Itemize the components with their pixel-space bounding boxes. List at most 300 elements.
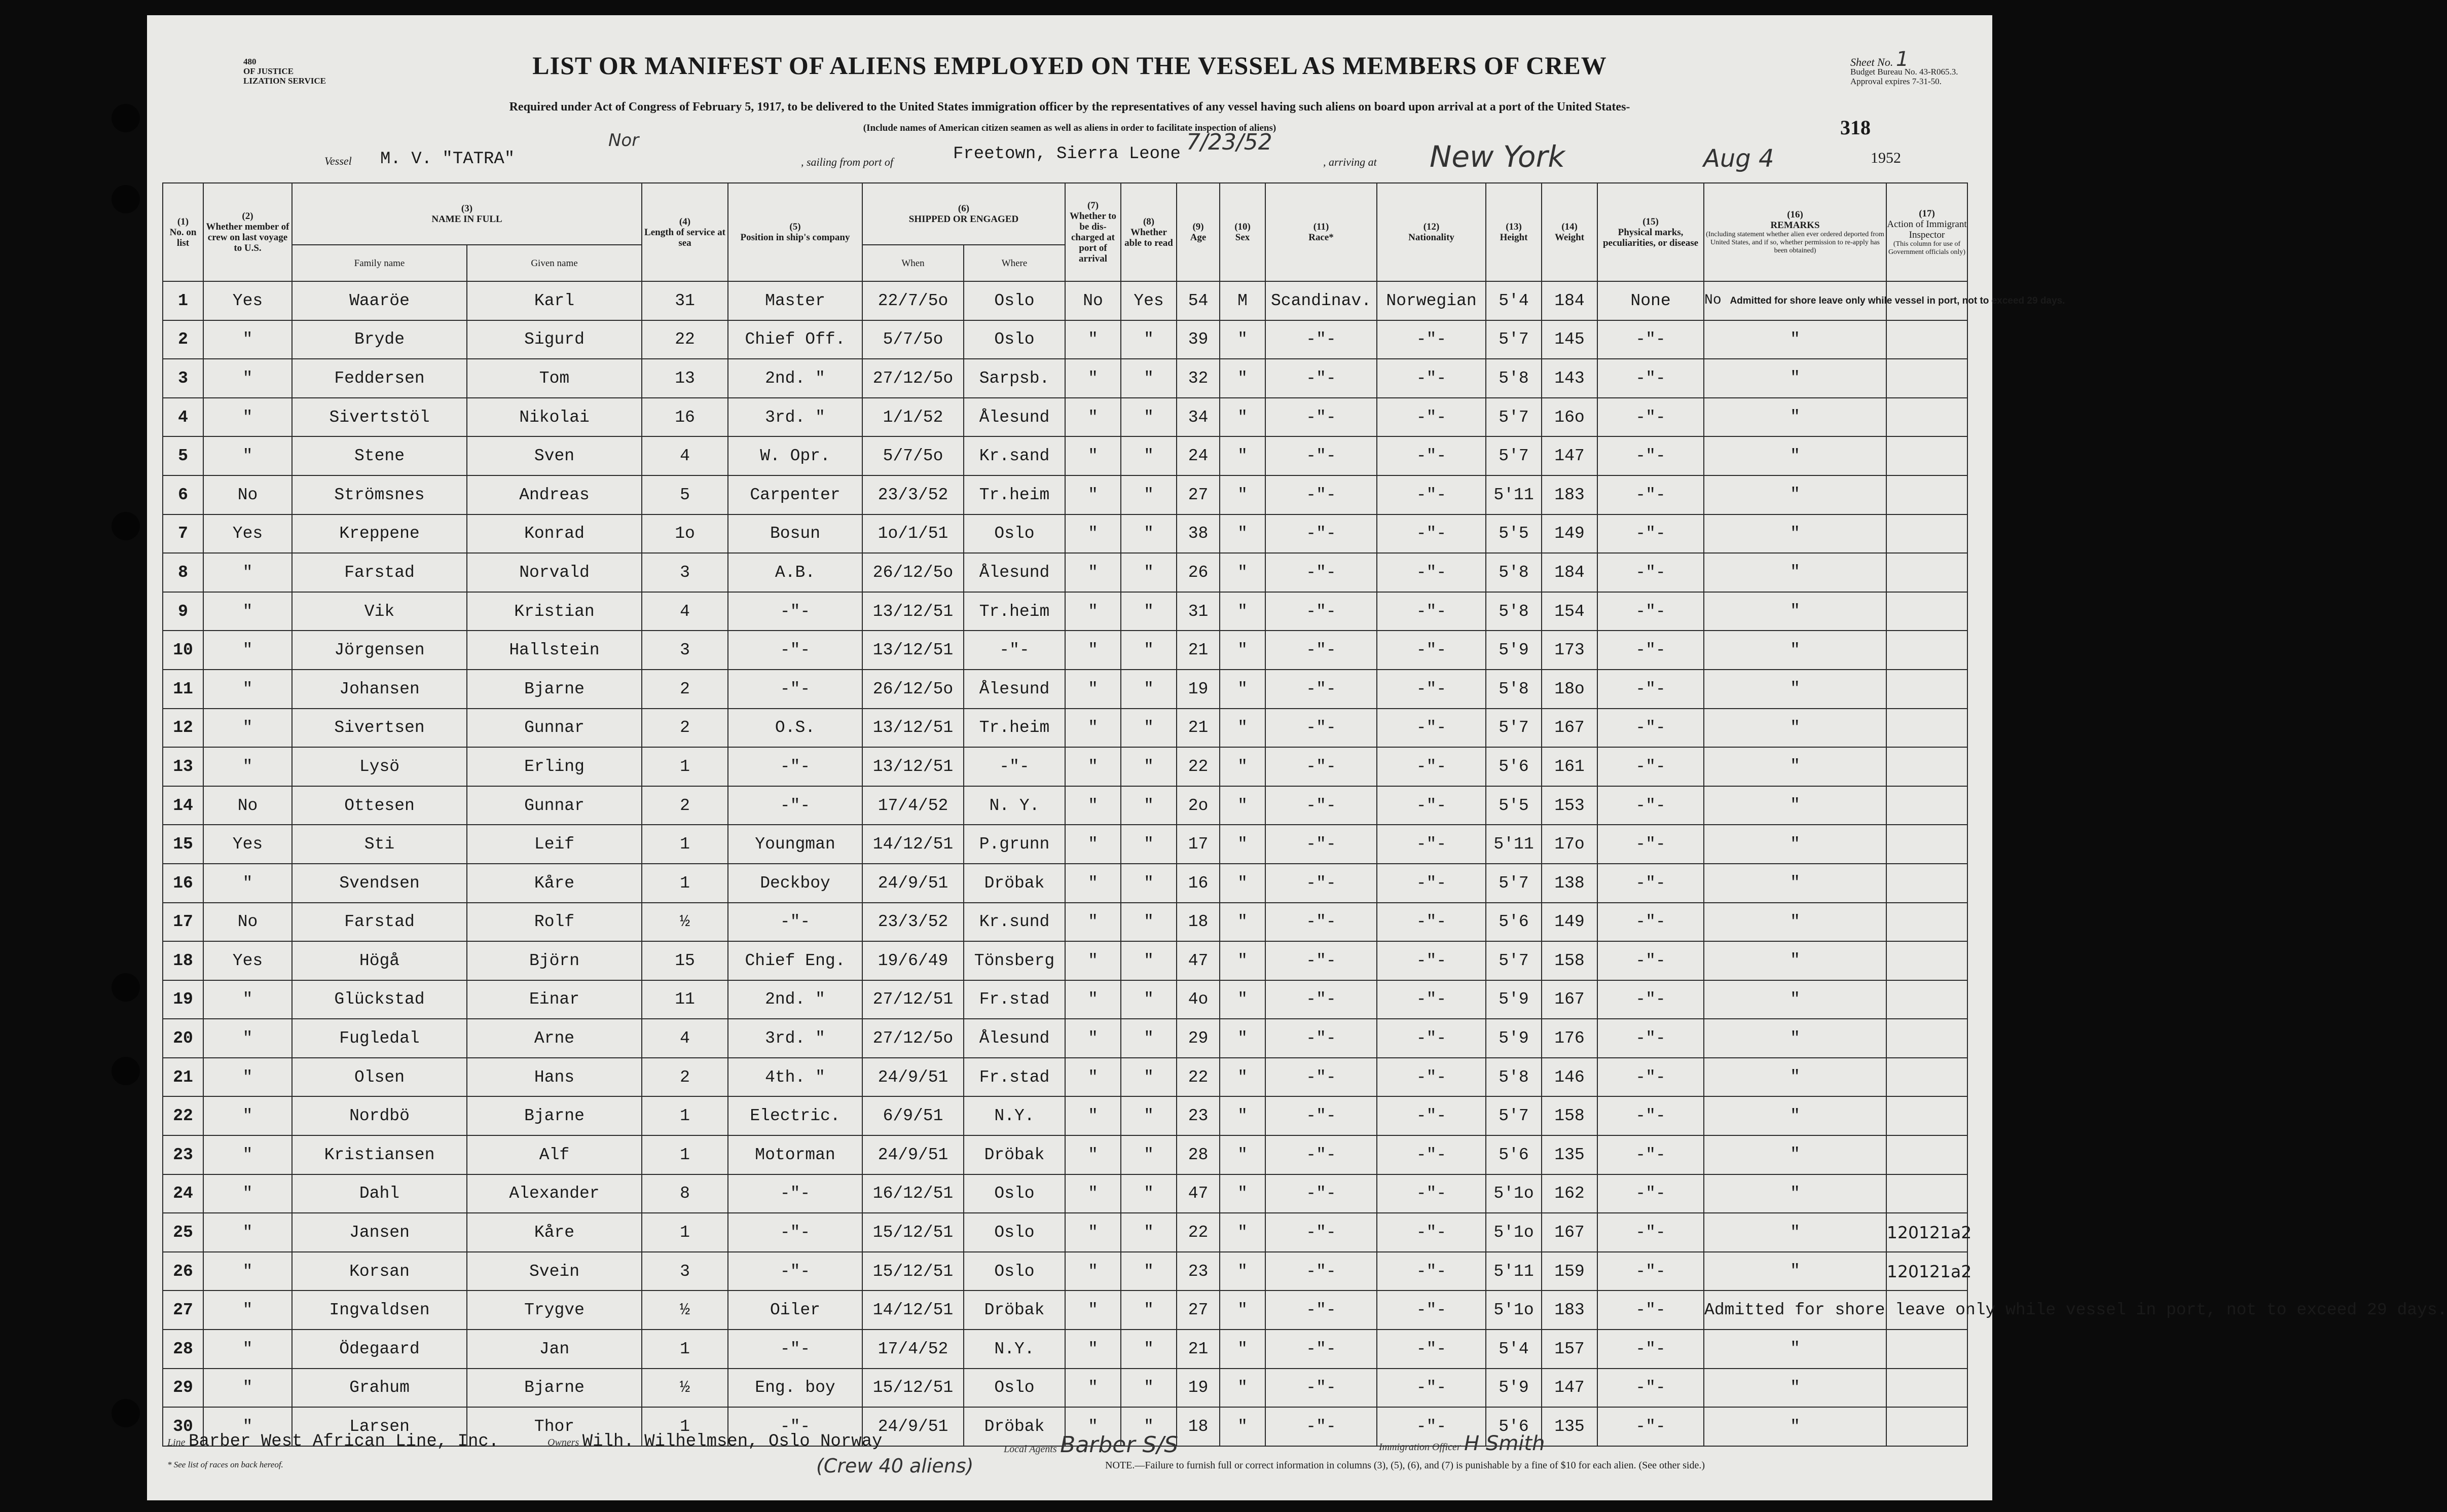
row-number-cell: 22: [163, 1096, 203, 1135]
shipped-where-cell: Dröbak: [964, 864, 1065, 903]
prev-voyage-cell: ": [203, 1096, 292, 1135]
crew-row: [163, 592, 1967, 631]
inspector-action-cell: [1886, 475, 1967, 514]
given-name-cell: Gunnar: [467, 786, 642, 825]
family-name-cell: Dahl: [292, 1174, 467, 1213]
manifest-sheet: [147, 15, 2447, 1500]
remarks-cell: ": [1704, 475, 1886, 514]
vessel-flag: Nor: [608, 130, 639, 151]
race-cell: -"-: [1265, 903, 1377, 942]
inspector-action-cell: [1886, 1135, 1967, 1174]
shipped-when-cell: 17/4/52: [862, 786, 964, 825]
inspector-action-cell: [1886, 398, 1967, 437]
row-number-cell: 29: [163, 1369, 203, 1408]
shipped-when-cell: 13/12/51: [862, 709, 964, 748]
position-cell: -"-: [728, 1330, 862, 1369]
sex-cell: ": [1220, 436, 1265, 475]
nationality-cell: -"-: [1377, 825, 1486, 864]
service-length-cell: 11: [642, 980, 728, 1019]
shipped-where-cell: -"-: [964, 747, 1065, 786]
weight-cell: 184: [1542, 281, 1597, 320]
given-name-cell: Hallstein: [467, 631, 642, 670]
discharge-cell: ": [1065, 592, 1121, 631]
col-no: (1) No. on list: [163, 183, 203, 281]
height-cell: 5'7: [1486, 436, 1542, 475]
service-length-cell: 22: [642, 320, 728, 359]
age-cell: 28: [1177, 1135, 1220, 1174]
prev-voyage-cell: ": [203, 592, 292, 631]
given-name-cell: Hans: [467, 1058, 642, 1097]
service-length-cell: 2: [642, 786, 728, 825]
race-cell: -"-: [1265, 475, 1377, 514]
nationality-cell: -"-: [1377, 747, 1486, 786]
shipped-when-cell: 6/9/51: [862, 1096, 964, 1135]
officer-signature: H Smith: [1464, 1432, 1545, 1455]
weight-cell: 143: [1542, 359, 1597, 398]
penalty-note: NOTE.—Failure to furnish full or correct information in columns (3), (5), (6), and (7) is punishable by a fine of $10 for each alien. (See other side.): [1105, 1460, 1705, 1471]
weight-cell: 16o: [1542, 398, 1597, 437]
officer-label: Immigration Officer: [1379, 1442, 1461, 1453]
shipped-where-cell: Dröbak: [964, 1135, 1065, 1174]
remarks-cell: ": [1704, 1369, 1886, 1408]
race-cell: -"-: [1265, 398, 1377, 437]
height-cell: 5'6: [1486, 903, 1542, 942]
sex-cell: ": [1220, 1369, 1265, 1408]
service-length-cell: 1: [642, 747, 728, 786]
weight-cell: 145: [1542, 320, 1597, 359]
given-name-cell: Thor: [467, 1407, 642, 1446]
age-cell: 18: [1177, 1407, 1220, 1446]
row-number-cell: 23: [163, 1135, 203, 1174]
family-name-cell: Waaröe: [292, 281, 467, 320]
family-name-cell: Korsan: [292, 1252, 467, 1291]
prev-voyage-cell: ": [203, 553, 292, 592]
shipped-when-cell: 1o/1/51: [862, 514, 964, 554]
nationality-cell: -"-: [1377, 320, 1486, 359]
weight-cell: 153: [1542, 786, 1597, 825]
weight-cell: 183: [1542, 1290, 1597, 1330]
service-length-cell: 1: [642, 1407, 728, 1446]
service-length-cell: 3: [642, 1252, 728, 1291]
able-to-read-cell: ": [1121, 1058, 1177, 1097]
prev-voyage-cell: ": [203, 1174, 292, 1213]
weight-cell: 18o: [1542, 670, 1597, 709]
nationality-cell: -"-: [1377, 359, 1486, 398]
crew-row: [163, 1213, 1967, 1252]
able-to-read-cell: ": [1121, 1407, 1177, 1446]
prev-voyage-cell: ": [203, 320, 292, 359]
row-number-cell: 2: [163, 320, 203, 359]
nationality-cell: -"-: [1377, 398, 1486, 437]
weight-cell: 173: [1542, 631, 1597, 670]
sex-cell: ": [1220, 592, 1265, 631]
able-to-read-cell: ": [1121, 320, 1177, 359]
nationality-cell: -"-: [1377, 1213, 1486, 1252]
discharge-cell: ": [1065, 1096, 1121, 1135]
service-length-cell: 1: [642, 1096, 728, 1135]
owners-name: Wilh. Wilhelmsen, Oslo Norway: [582, 1432, 883, 1451]
crew-row: [163, 1135, 1967, 1174]
inspector-action-cell: [1886, 903, 1967, 942]
shipped-where-cell: Oslo: [964, 281, 1065, 320]
position-cell: Oiler: [728, 1290, 862, 1330]
nationality-cell: -"-: [1377, 864, 1486, 903]
col-marks: (15) Physical marks, peculiarities, or disease: [1597, 183, 1704, 281]
family-name-cell: Jörgensen: [292, 631, 467, 670]
service-length-cell: 2: [642, 1058, 728, 1097]
crew-row: [163, 1290, 1967, 1330]
given-name-cell: Tom: [467, 359, 642, 398]
nationality-cell: -"-: [1377, 1096, 1486, 1135]
inspector-action-cell: [1886, 631, 1967, 670]
row-number-cell: 12: [163, 709, 203, 748]
position-cell: Bosun: [728, 514, 862, 554]
row-number-cell: 28: [163, 1330, 203, 1369]
shipped-where-cell: Kr.sand: [964, 436, 1065, 475]
agency-line-1: OF JUSTICE: [243, 66, 294, 76]
remarks-cell: ": [1704, 1019, 1886, 1058]
race-cell: -"-: [1265, 1290, 1377, 1330]
prev-voyage-cell: ": [203, 747, 292, 786]
sex-cell: ": [1220, 980, 1265, 1019]
footer-owners: [547, 1432, 882, 1451]
inspector-action-cell: [1886, 1058, 1967, 1097]
sailing-date: 7/23/52: [1186, 129, 1272, 155]
service-length-cell: 1: [642, 1135, 728, 1174]
position-cell: 3rd. ": [728, 398, 862, 437]
age-cell: 47: [1177, 1174, 1220, 1213]
able-to-read-cell: ": [1121, 1369, 1177, 1408]
col-discharge: (7) Whether to be dis-charged at port of arrival: [1065, 183, 1121, 281]
inspector-action-cell: [1886, 1369, 1967, 1408]
position-cell: -"-: [728, 1252, 862, 1291]
service-length-cell: 31: [642, 281, 728, 320]
physical-marks-cell: -"-: [1597, 903, 1704, 942]
crew-row: [163, 553, 1967, 592]
age-cell: 27: [1177, 475, 1220, 514]
row-number-cell: 4: [163, 398, 203, 437]
age-cell: 39: [1177, 320, 1220, 359]
remarks-cell: ": [1704, 1096, 1886, 1135]
family-name-cell: Stene: [292, 436, 467, 475]
family-name-cell: Bryde: [292, 320, 467, 359]
col-service: (4) Length of service at sea: [642, 183, 728, 281]
inspector-action-cell: [1886, 514, 1967, 554]
family-name-cell: Grahum: [292, 1369, 467, 1408]
service-length-cell: 1: [642, 1213, 728, 1252]
position-cell: 3rd. ": [728, 1019, 862, 1058]
able-to-read-cell: ": [1121, 553, 1177, 592]
position-cell: -"-: [728, 670, 862, 709]
nationality-cell: -"-: [1377, 514, 1486, 554]
sex-cell: ": [1220, 553, 1265, 592]
age-cell: 54: [1177, 281, 1220, 320]
nationality-cell: -"-: [1377, 592, 1486, 631]
shipped-where-cell: Tr.heim: [964, 475, 1065, 514]
able-to-read-cell: ": [1121, 1096, 1177, 1135]
able-to-read-cell: ": [1121, 1290, 1177, 1330]
prev-voyage-cell: ": [203, 398, 292, 437]
approval-expires: Approval expires 7-31-50.: [1850, 77, 1942, 86]
height-cell: 5'11: [1486, 825, 1542, 864]
crew-row: [163, 1019, 1967, 1058]
family-name-cell: Kristiansen: [292, 1135, 467, 1174]
remarks-cell: ": [1704, 1407, 1886, 1446]
physical-marks-cell: -"-: [1597, 825, 1704, 864]
row-number-cell: 16: [163, 864, 203, 903]
height-cell: 5'1o: [1486, 1213, 1542, 1252]
shipped-when-cell: 27/12/51: [862, 980, 964, 1019]
inspector-action-cell: [1886, 864, 1967, 903]
race-cell: -"-: [1265, 359, 1377, 398]
sex-cell: ": [1220, 1096, 1265, 1135]
position-cell: O.S.: [728, 709, 862, 748]
height-cell: 5'7: [1486, 398, 1542, 437]
physical-marks-cell: -"-: [1597, 320, 1704, 359]
row-number-cell: 9: [163, 592, 203, 631]
position-cell: W. Opr.: [728, 436, 862, 475]
height-cell: 5'6: [1486, 1407, 1542, 1446]
crew-row: [163, 1096, 1967, 1135]
given-name-cell: Kåre: [467, 864, 642, 903]
discharge-cell: ": [1065, 1407, 1121, 1446]
inspector-action-cell: [1886, 825, 1967, 864]
row-number-cell: 8: [163, 553, 203, 592]
service-length-cell: 13: [642, 359, 728, 398]
col-prev-voyage: (2) Whether member of crew on last voyage to U.S.: [203, 183, 292, 281]
crew-row: [163, 514, 1967, 554]
line-label: Line: [167, 1437, 186, 1448]
col-remarks: (16) REMARKS (Including statement whether alien ever ordered deported from United States, and if so, whether permission to re-apply has been obtained): [1704, 183, 1886, 281]
inspector-action-cell: [1886, 1330, 1967, 1369]
given-name-cell: Leif: [467, 825, 642, 864]
service-length-cell: 3: [642, 553, 728, 592]
able-to-read-cell: ": [1121, 825, 1177, 864]
nationality-cell: -"-: [1377, 553, 1486, 592]
shipped-where-cell: Oslo: [964, 1369, 1065, 1408]
nationality-cell: -"-: [1377, 903, 1486, 942]
col-nationality: (12) Nationality: [1377, 183, 1486, 281]
shipped-where-cell: N.Y.: [964, 1330, 1065, 1369]
weight-cell: 161: [1542, 747, 1597, 786]
discharge-cell: ": [1065, 398, 1121, 437]
col-family-name: Family name: [292, 245, 467, 281]
prev-voyage-cell: ": [203, 631, 292, 670]
remarks-cell: ": [1704, 1135, 1886, 1174]
sex-cell: ": [1220, 941, 1265, 980]
arrival-year: 1952: [1871, 150, 1901, 166]
weight-cell: 17o: [1542, 825, 1597, 864]
agents-name: Barber S/S: [1060, 1432, 1179, 1458]
discharge-cell: ": [1065, 1174, 1121, 1213]
height-cell: 5'6: [1486, 1135, 1542, 1174]
position-cell: 4th. ": [728, 1058, 862, 1097]
remarks-cell: ": [1704, 631, 1886, 670]
shipped-where-cell: Dröbak: [964, 1407, 1065, 1446]
given-name-cell: Svein: [467, 1252, 642, 1291]
position-cell: A.B.: [728, 553, 862, 592]
race-cell: -"-: [1265, 980, 1377, 1019]
family-name-cell: Nordbö: [292, 1096, 467, 1135]
col-where: Where: [964, 245, 1065, 281]
inspector-action-cell: [1886, 747, 1967, 786]
discharge-cell: ": [1065, 553, 1121, 592]
position-cell: Master: [728, 281, 862, 320]
sex-cell: ": [1220, 1330, 1265, 1369]
row-number-cell: 26: [163, 1252, 203, 1291]
race-cell: -"-: [1265, 1135, 1377, 1174]
shipped-when-cell: 13/12/51: [862, 747, 964, 786]
nationality-cell: -"-: [1377, 1058, 1486, 1097]
inspector-action-cell: [1886, 359, 1967, 398]
crew-count-note: (Crew 40 aliens): [816, 1455, 974, 1477]
sex-cell: ": [1220, 1019, 1265, 1058]
discharge-cell: ": [1065, 320, 1121, 359]
position-cell: Deckboy: [728, 864, 862, 903]
stamp-number: 318: [1840, 116, 1871, 139]
sex-cell: M: [1220, 281, 1265, 320]
shipped-when-cell: 23/3/52: [862, 475, 964, 514]
shipped-when-cell: 5/7/5o: [862, 320, 964, 359]
inspector-action-cell: [1886, 709, 1967, 748]
able-to-read-cell: ": [1121, 475, 1177, 514]
inspector-action-cell: [1886, 592, 1967, 631]
physical-marks-cell: -"-: [1597, 709, 1704, 748]
punch-hole: [112, 104, 140, 132]
race-cell: -"-: [1265, 1407, 1377, 1446]
form-code: 480: [243, 57, 257, 66]
race-cell: -"-: [1265, 941, 1377, 980]
weight-cell: 135: [1542, 1407, 1597, 1446]
discharge-cell: No: [1065, 281, 1121, 320]
discharge-cell: ": [1065, 1058, 1121, 1097]
able-to-read-cell: ": [1121, 1174, 1177, 1213]
sex-cell: ": [1220, 747, 1265, 786]
family-name-cell: Olsen: [292, 1058, 467, 1097]
row-number-cell: 18: [163, 941, 203, 980]
col-weight: (14) Weight: [1542, 183, 1597, 281]
height-cell: 5'11: [1486, 1252, 1542, 1291]
prev-voyage-cell: ": [203, 709, 292, 748]
height-cell: 5'7: [1486, 709, 1542, 748]
row-number-cell: 6: [163, 475, 203, 514]
height-cell: 5'4: [1486, 281, 1542, 320]
sex-cell: ": [1220, 631, 1265, 670]
physical-marks-cell: -"-: [1597, 436, 1704, 475]
shipped-when-cell: 24/9/51: [862, 1407, 964, 1446]
shipped-where-cell: Fr.stad: [964, 1058, 1065, 1097]
sex-cell: ": [1220, 320, 1265, 359]
height-cell: 5'8: [1486, 1058, 1542, 1097]
able-to-read-cell: ": [1121, 359, 1177, 398]
inspector-action-cell: [1886, 436, 1967, 475]
col-height: (13) Height: [1486, 183, 1542, 281]
given-name-cell: Gunnar: [467, 709, 642, 748]
prev-voyage-cell: No: [203, 475, 292, 514]
punch-hole: [112, 185, 140, 213]
physical-marks-cell: -"-: [1597, 553, 1704, 592]
age-cell: 21: [1177, 709, 1220, 748]
age-cell: 23: [1177, 1096, 1220, 1135]
crew-row: [163, 359, 1967, 398]
physical-marks-cell: -"-: [1597, 941, 1704, 980]
race-cell: -"-: [1265, 436, 1377, 475]
shipped-where-cell: Dröbak: [964, 1290, 1065, 1330]
given-name-cell: Sven: [467, 436, 642, 475]
family-name-cell: Sivertstöl: [292, 398, 467, 437]
inspector-action-cell: [1886, 1019, 1967, 1058]
discharge-cell: ": [1065, 825, 1121, 864]
row-number-cell: 3: [163, 359, 203, 398]
nationality-cell: -"-: [1377, 1252, 1486, 1291]
nationality-cell: -"-: [1377, 709, 1486, 748]
nationality-cell: -"-: [1377, 475, 1486, 514]
race-cell: -"-: [1265, 320, 1377, 359]
shipped-when-cell: 1/1/52: [862, 398, 964, 437]
family-name-cell: Farstad: [292, 553, 467, 592]
able-to-read-cell: ": [1121, 903, 1177, 942]
shipped-where-cell: Kr.sund: [964, 903, 1065, 942]
race-cell: -"-: [1265, 786, 1377, 825]
height-cell: 5'11: [1486, 475, 1542, 514]
shipped-when-cell: 19/6/49: [862, 941, 964, 980]
service-length-cell: 16: [642, 398, 728, 437]
able-to-read-cell: ": [1121, 1019, 1177, 1058]
race-cell: -"-: [1265, 631, 1377, 670]
col-given-name: Given name: [467, 245, 642, 281]
height-cell: 5'8: [1486, 670, 1542, 709]
line-name: Barber West African Line, Inc.: [189, 1432, 499, 1451]
weight-cell: 183: [1542, 475, 1597, 514]
given-name-cell: Karl: [467, 281, 642, 320]
shipped-where-cell: Tr.heim: [964, 592, 1065, 631]
physical-marks-cell: -"-: [1597, 398, 1704, 437]
height-cell: 5'9: [1486, 1369, 1542, 1408]
discharge-cell: ": [1065, 1135, 1121, 1174]
shipped-when-cell: 24/9/51: [862, 1135, 964, 1174]
race-cell: -"-: [1265, 1019, 1377, 1058]
given-name-cell: Konrad: [467, 514, 642, 554]
age-cell: 47: [1177, 941, 1220, 980]
remarks-cell: ": [1704, 980, 1886, 1019]
remarks-cell: ": [1704, 436, 1886, 475]
prev-voyage-cell: ": [203, 1213, 292, 1252]
family-name-cell: Kreppene: [292, 514, 467, 554]
discharge-cell: ": [1065, 709, 1121, 748]
crew-row: [163, 864, 1967, 903]
age-cell: 26: [1177, 553, 1220, 592]
prev-voyage-cell: ": [203, 1135, 292, 1174]
weight-cell: 167: [1542, 1213, 1597, 1252]
service-length-cell: ½: [642, 1369, 728, 1408]
service-length-cell: 1o: [642, 514, 728, 554]
discharge-cell: ": [1065, 1019, 1121, 1058]
crew-row: [163, 747, 1967, 786]
service-length-cell: 1: [642, 864, 728, 903]
service-length-cell: 15: [642, 941, 728, 980]
crew-row: [163, 786, 1967, 825]
able-to-read-cell: ": [1121, 1252, 1177, 1291]
row-number-cell: 10: [163, 631, 203, 670]
position-cell: -"-: [728, 786, 862, 825]
shipped-where-cell: Oslo: [964, 1252, 1065, 1291]
nationality-cell: -"-: [1377, 1019, 1486, 1058]
weight-cell: 138: [1542, 864, 1597, 903]
shipped-where-cell: -"-: [964, 631, 1065, 670]
service-length-cell: 1: [642, 1330, 728, 1369]
age-cell: 18: [1177, 903, 1220, 942]
shipped-when-cell: 27/12/5o: [862, 1019, 964, 1058]
